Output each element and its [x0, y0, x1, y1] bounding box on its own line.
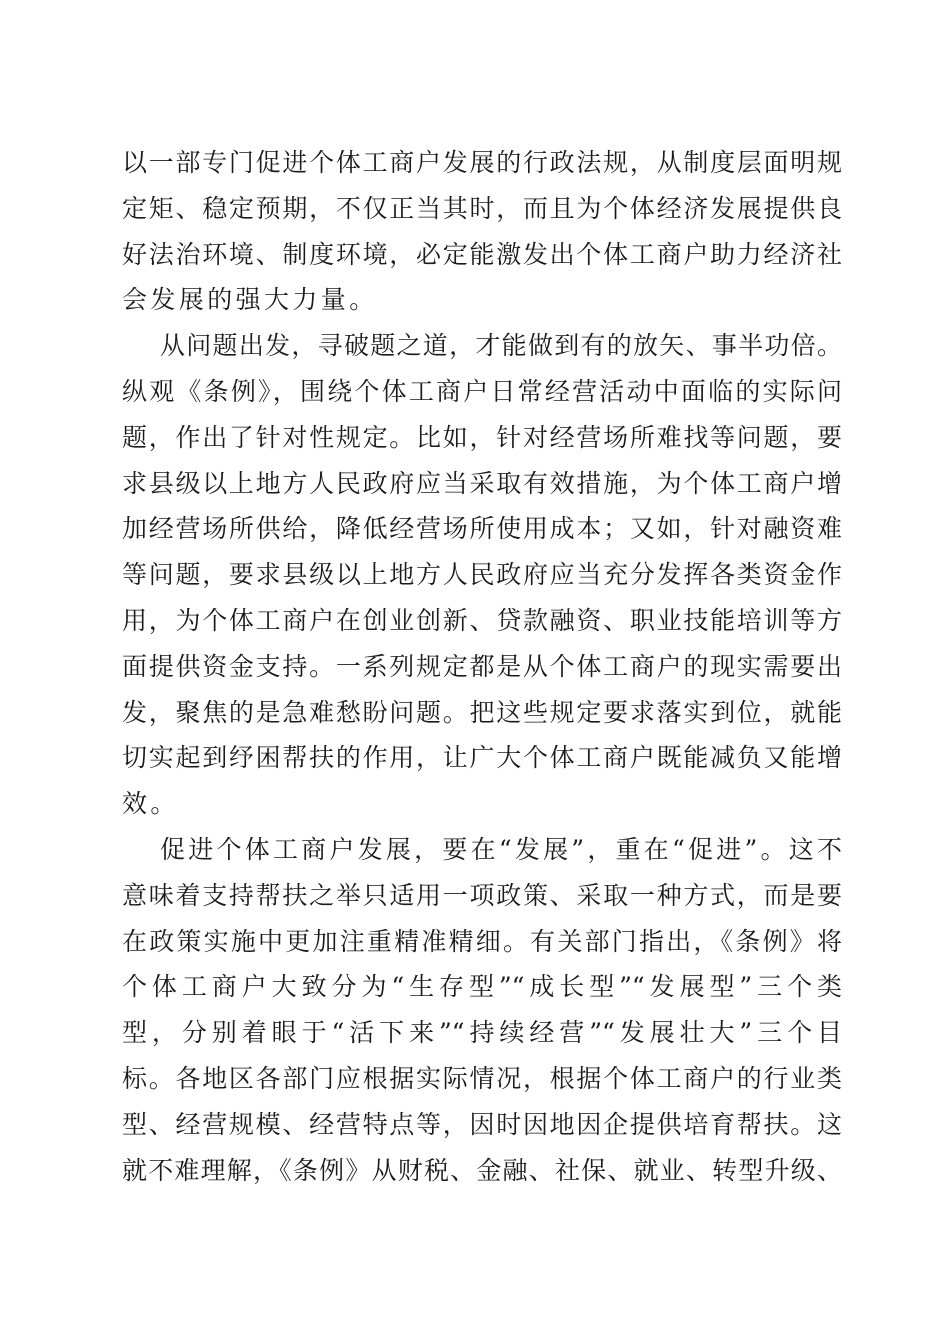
text-line: 个体工商户大致分为“生存型”“成长型”“发展型”三个类: [122, 972, 842, 1002]
paragraph-3: [122, 827, 842, 1193]
text-line: 型，分别着眼于“活下来”“持续经营”“发展壮大”三个目: [122, 1018, 842, 1048]
text-line: 好法治环境、制度环境，必定能激发出个体工商户助力经济社: [122, 239, 842, 269]
text-line: 效。: [122, 789, 179, 819]
text-line: 面提供资金支持。一系列规定都是从个体工商户的现实需要出: [122, 651, 842, 681]
text-line: 求县级以上地方人民政府应当采取有效措施，为个体工商户增: [122, 468, 842, 498]
text-line: 型、经营规模、经营特点等，因时因地因企提供培育帮扶。这: [122, 1109, 842, 1139]
text-line: 以一部专门促进个体工商户发展的行政法规，从制度层面明规: [122, 148, 842, 177]
text-line: 会发展的强大力量。: [122, 285, 378, 315]
text-line: 等问题，要求县级以上地方人民政府应当充分发挥各类资金作: [122, 560, 842, 590]
paragraph-1: [122, 140, 842, 323]
text-line: 定矩、稳定预期，不仅正当其时，而且为个体经济发展提供良: [122, 193, 842, 223]
text-line: 纵观《条例》，围绕个体工商户日常经营活动中面临的实际问: [122, 376, 842, 406]
document-body: [122, 140, 842, 1193]
text-line: 意味着支持帮扶之举只适用一项政策、采取一种方式，而是要: [122, 880, 842, 910]
text-line: 题，作出了针对性规定。比如，针对经营场所难找等问题，要: [122, 422, 842, 452]
text-line: 标。各地区各部门应根据实际情况，根据个体工商户的行业类: [122, 1063, 842, 1093]
paragraph-2: [122, 323, 842, 827]
text-line: 加经营场所供给，降低经营场所使用成本；又如，针对融资难: [122, 514, 842, 544]
text-line: 就不难理解，《条例》从财税、金融、社保、就业、转型升级、: [122, 1155, 842, 1185]
text-line: 促进个体工商户发展，要在“发展”，重在“促进”。这不: [160, 834, 843, 864]
text-line: 发，聚焦的是急难愁盼问题。把这些规定要求落实到位，就能: [122, 697, 842, 727]
text-line: 从问题出发，寻破题之道，才能做到有的放矢、事半功倍。: [160, 331, 842, 361]
text-line: 在政策实施中更加注重精准精细。有关部门指出，《条例》将: [122, 926, 842, 956]
text-line: 用，为个体工商户在创业创新、贷款融资、职业技能培训等方: [122, 605, 842, 635]
text-line: 切实起到纾困帮扶的作用，让广大个体工商户既能减负又能增: [122, 743, 842, 773]
